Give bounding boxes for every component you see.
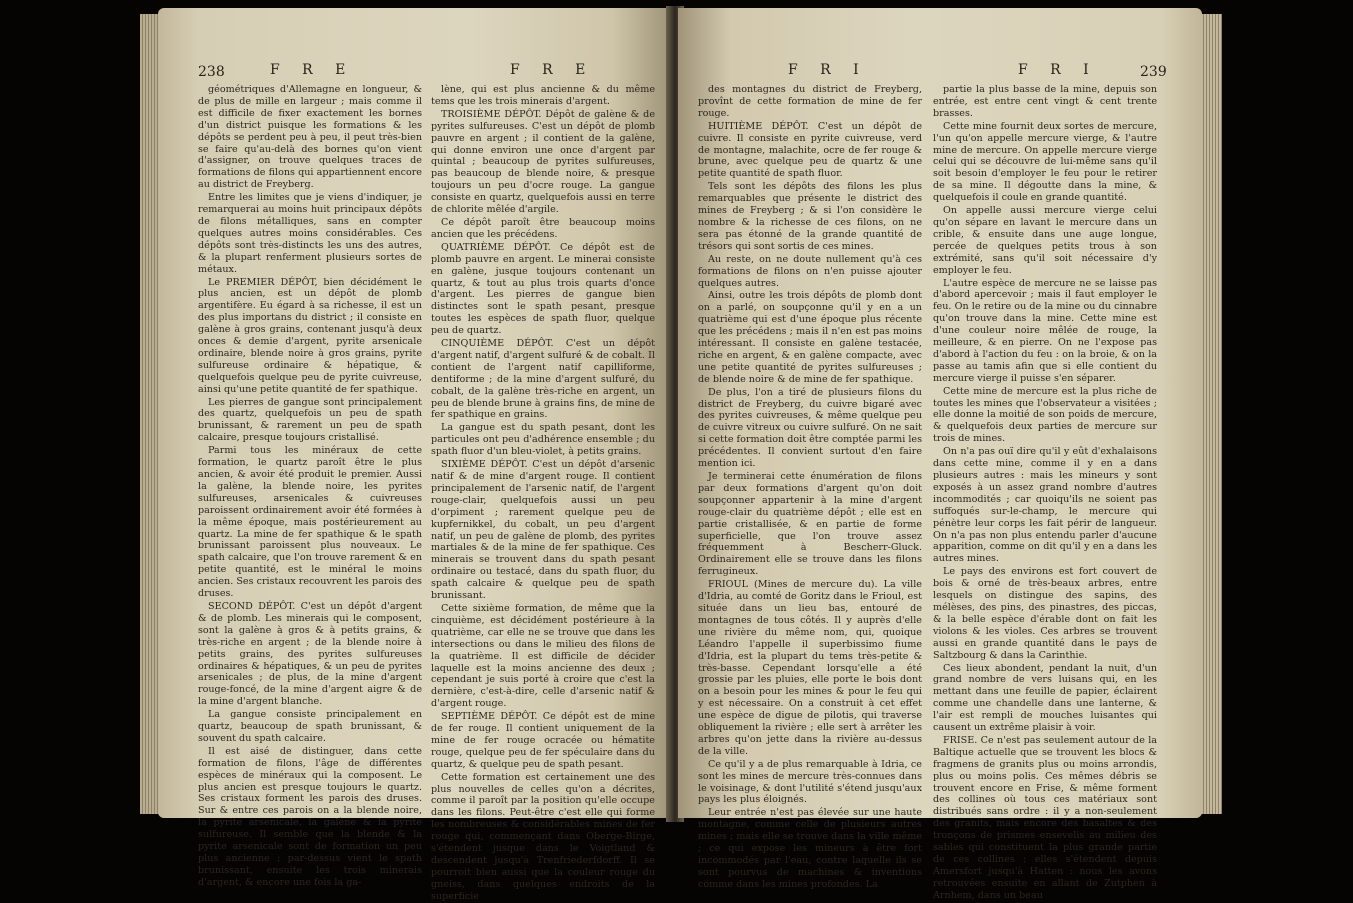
right-page-edges: [1200, 14, 1222, 814]
paragraph: SECOND DÉPÔT. C'est un dépôt d'argent & de plomb. Les minerais qui le composent, sont la galène à gros & à petits grains, & très-riche en argent ; de la blende noire à petits grains, des pyrites sulfureuses ordinaires & hépatiques, & un peu de pyrites arsenicales ; de plus, de la mine d'argent rouge-foncé, de la mine d'argent aigre & de la mine d'argent blanche.: [198, 600, 422, 708]
paragraph: Ce qu'il y a de plus remarquable à Idria, ce sont les mines de mercure très-connues dans le voisinage, & dont l'utilité s'étend jusqu'aux pays les plus éloignés.: [698, 758, 922, 806]
text-column: [431, 84, 655, 903]
paragraph: Parmi tous les minéraux de cette formation, le quartz paroît être le plus ancien, & avoir été produit le premier. Aussi la galène, la blende noire, les pyrites sulfureuses, arsenicales & cuivreuses paroissent ordinairement avoir été formées à la même époque, mais postérieurement au quartz. La mine de fer spathique & le spath brunissant paroissent plus nouveaux. Le spath calcaire, que l'on trouve rarement & en petite quantité, est le minéral le moins ancien. Ses cristaux recouvrent les parois des druses.: [198, 445, 422, 600]
paragraph: Entre les limites que je viens d'indiquer, je remarquerai au moins huit principaux dépôts de filons métalliques, sans en compter quelques autres moins considérables. Ces dépôts sont très-distincts les uns des autres, & la plupart renferment plusieurs sortes de métaux.: [198, 192, 422, 275]
paragraph: HUITIÈME DÉPÔT. C'est un dépôt de cuivre. Il consiste en pyrite cuivreuse, verd de montagne, malachite, ocre de fer rouge & brune, avec quelque peu de quartz & une petite quantité de spath fluor.: [698, 120, 922, 180]
running-head: F R E: [510, 62, 595, 78]
paragraph: Il est aisé de distinguer, dans cette formation de filons, l'âge de différentes espèces de minéraux qui la composent. Le plus ancien est presque toujours le quartz. Ses cristaux forment les parois des druses. Sur & entre ces parois on a la blende noire, la pyrite arsenicale, la galène & la pyrite sulfureuse. Il semble que la blende & la pyrite arsenicale sont de formation un peu plus ancienne ; par-dessus vient le spath brunissant, ensuite les trois minerais d'argent, & encore une fois la ga-: [198, 745, 422, 888]
left-page-edges: [140, 14, 160, 814]
running-head: F R I: [788, 62, 868, 78]
paragraph: Le pays des environs est fort couvert de bois & orné de très-beaux arbres, entre lesquels on distingue des sapins, des mélèses, des pins, des pinastres, des piccas, & la belle espèce d'érable dont on fait les violons & les violes. Ces arbres se trouvent aussi en grande quantité dans le pays de Saltzbourg & dans la Carinthie.: [933, 566, 1157, 661]
paragraph: partie la plus basse de la mine, depuis son entrée, est entre cent vingt & cent trente brasses.: [933, 84, 1157, 119]
paragraph: Cette mine fournit deux sortes de mercure, l'un qu'on appelle mercure vierge, & l'autre mine de mercure. On appelle mercure vierge celui qui se découvre de lui-même sans qu'il soit besoin d'employer le feu pour le retirer de sa mine. Il dégoutte dans la mine, & quelquefois il coule en grande quantité.: [933, 120, 1157, 204]
paragraph: FRISE. Ce n'est pas seulement autour de la Baltique actuelle que se trouvent les blocs & fragmens de granits plus ou moins arrondis, plus ou moins polis. Ces mêmes débris se trouvent encore en Frise, & même forment des collines où tous ces matériaux sont distribués sans ordre : il y a non-seulement des granits, mais encore des basaltes & des tronçons de prismes ensevelis au milieu des sables qui constituent la plus grande partie de ces collines ; elles s'étendent depuis Amersfort jusqu'à Hatten : nous les avons retrouvées ensuite en allant de Zutphen à Arnhem, dans un beau: [933, 734, 1157, 901]
paragraph: Au reste, on ne doute nullement qu'à ces formations de filons on n'en puisse ajouter quelques autres.: [698, 253, 922, 289]
right-page: [678, 8, 1202, 901]
running-head: F R I: [1018, 62, 1098, 78]
text-column: [698, 84, 922, 891]
paragraph: La gangue consiste principalement en quartz, beaucoup de spath brunissant, & souvent du spath calcaire.: [198, 709, 422, 744]
paragraph: Ces lieux abondent, pendant la nuit, d'un grand nombre de vers luisans qui, en les mettant dans une feuille de papier, éclairent comme une chandelle dans une lanterne, & l'air est rempli de mouches luisantes qui causent un extrême plaisir à voir.: [933, 662, 1157, 734]
paragraph: QUATRIÈME DÉPÔT. Ce dépôt est de plomb pauvre en argent. Le minerai consiste en galène, jusque toujours contenant un quartz, & tout au plus trois quarts d'once d'argent. Les pierres de gangue bien distinctes sont le spath pesant, presque toutes les espèces de spath fluor, quelque peu de quartz.: [431, 241, 655, 337]
paragraph: SEPTIÈME DÉPÔT. Ce dépôt est de mine de fer rouge. Il contient uniquement de la mine de fer rouge ocracée ou hématite rouge, quelque peu de fer spéculaire dans du quartz, & quelque peu de spath pesant.: [431, 711, 655, 770]
paragraph: géométriques d'Allemagne en longueur, & de plus de mille en largeur ; mais comme il est difficile de fixer exactement les bornes d'un district puisque les formations & les dépôts se perdent peu à peu, il peut très-bien se faire qu'au-delà des bornes qu'on vient d'assigner, on trouve quelques traces de formations de filons qui appartiennent encore au district de Freyberg.: [198, 84, 422, 191]
paragraph: Les pierres de gangue sont principalement des quartz, quelquefois un peu de spath brunissant, & rarement un peu de spath calcaire, presque toujours cristallisé.: [198, 396, 422, 444]
paragraph: Cette mine de mercure est la plus riche de toutes les mines que l'observateur a visitées ; elle donne la moitié de son poids de mercure, & quelquefois deux parties de mercure sur trois de mines.: [933, 385, 1157, 445]
paragraph: SIXIÈME DÉPÔT. C'est un dépôt d'arsenic natif & de mine d'argent rouge. Il contient principalement de l'arsenic natif, de l'argent rouge-clair, quelquefois aussi un peu d'orpiment ; rarement quelque peu de kupfernikkel, du cobalt, un peu d'argent natif, un peu de galène de plomb, des pyrites martiales & de la mine de fer spathique. Ces minerais se trouvent dans du spath pesant ordinaire ou testacé, dans du spath fluor, du spath calcaire & quelque peu de spath brunissant.: [431, 459, 655, 602]
paragraph: Cette formation est certainement une des plus nouvelles de celles qu'on a décrites, comme il paroît par la position qu'elle occupe dans les filons. Peut-être c'est elle qui forme les nombreuses & considérables mines de fer rouge qui, commençant dans Oberge-Birge, s'étendent jusque dans le Voigtland & descendent jusqu'à Trenfriederfdorff. Il se pourroit bien aussi que la couleur rouge du gneiss, dans quelques endroits de la superficie: [431, 771, 655, 902]
paragraph: Leur entrée n'est pas élevée sur une haute montagne, comme celle de plusieurs autres mines ; mais elle se trouve dans la ville même ; ce qui expose les mineurs à être fort incommodés par l'eau, contre laquelle ils se sont pourvus de machines & inventions comme dans les mines profondes. La: [698, 807, 922, 890]
paragraph: Je terminerai cette énumération de filons par deux formations d'argent qu'on doit soupçonner appartenir à la mine d'argent rouge-clair du quatrième dépôt ; elle est en partie cristallisée, & en partie de forme superficielle, que l'on trouve assez fréquemment à Bescherr-Gluck. Ordinairement elle se trouve dans les filons ferrugineux.: [698, 471, 922, 578]
paragraph: lène, qui est plus ancienne & du même tems que les trois minerais d'argent.: [431, 84, 655, 107]
paragraph: On n'a pas ouï dire qu'il y eût d'exhalaisons dans cette mine, comme il y en a dans plusieurs autres : mais les mineurs y sont exposés à un assez grand nombre d'autres incommodités ; car quoiqu'ils ne soient pas suffoqués sur-le-champ, le mercure qui pénètre leur corps les fait périr de langueur. On n'a pas non plus entendu parler d'aucune apparition, comme on dit qu'il y en a dans les autres mines.: [933, 446, 1157, 565]
paragraph: La gangue est du spath pesant, dont les particules ont peu d'adhérence ensemble ; du spath fluor d'un bleu-violet, à petits grains.: [431, 422, 655, 458]
text-column: [933, 84, 1157, 902]
page-number: 239: [1140, 64, 1167, 80]
paragraph: L'autre espèce de mercure ne se laisse pas d'abord apercevoir ; mais il faut employer le feu. On le retire ou de la mine ou du cinnabre qu'on trouve dans la mine. Cette mine est d'une couleur noire mêlée de rouge, la meilleure, & en pierre. On ne l'expose pas d'abord à l'action du feu : on la broie, & on la passe au tamis afin que si elle contient du mercure vierge il puisse s'en séparer.: [933, 277, 1157, 384]
paragraph: TROISIÈME DÉPÔT. Dépôt de galène & de pyrites sulfureuses. C'est un dépôt de plomb pauvre en argent ; il contient de la galène, qui donne environ une once d'argent par quintal ; beaucoup de pyrites sulfureuses, pas beaucoup de blende noire, & presque toujours un peu d'ocre rouge. La gangue consiste en quartz, quelquefois aussi en terre de chlorite mêlée d'argile.: [431, 108, 655, 216]
left-page: [158, 8, 674, 902]
paragraph: des montagnes du district de Freyberg, provînt de cette formation de mine de fer rouge.: [698, 84, 922, 119]
paragraph: Le PREMIER DÉPÔT, bien décidément le plus ancien, est un dépôt de plomb argentifère. Eu égard à sa richesse, il est un des plus importans du district ; il consiste en galène à gros grains, contenant jusqu'à deux onces & demie d'argent, pyrite arsenicale ordinaire, blende noire à gros grains, pyrite sulfureuse ordinaire & hépatique, & quelquefois quelque peu de pyrite cuivreuse, ainsi qu'une petite quantité de fer spathique.: [198, 276, 422, 395]
paragraph: FRIOUL (Mines de mercure du). La ville d'Idria, au comté de Goritz dans le Frioul, est située dans un lieu bas, entouré de montagnes de tous côtés. Il y auprès d'elle une rivière du même nom, qui, quoique Léandro l'appelle il superbissimo fiume d'Idria, est la plupart du tems très-petite & très-basse. Cependant lorsqu'elle a été grossie par les pluies, elle porte le bois dont on a besoin pour les mines & pour le feu qui y est nécessaire. On a construit à cet effet une espèce de digue de pilotis, qui traverse obliquement la rivière ; elle sert à arrêter les arbres qu'on jette dans la rivière au-dessus de la ville.: [698, 579, 922, 757]
paragraph: De plus, l'on a tiré de plusieurs filons du district de Freyberg, du cuivre bigaré avec des pyrites cuivreuses, & même quelque peu de cuivre vitreux ou cuivre sulfuré. On ne sait si cette formation doit être comptée parmi les précédentes. Il convient surtout d'en faire mention ici.: [698, 386, 922, 470]
paragraph: Ainsi, outre les trois dépôts de plomb dont on a parlé, on soupçonne qu'il y en a un quatrième qui est d'une époque plus récente que les précédens ; mais il n'en est pas moins intéressant. Il consiste en galène testacée, riche en argent, & en galène compacte, avec une petite quantité de pyrites sulfureuses ; de blende noire & de mine de fer spathique.: [698, 290, 922, 385]
paragraph: Ce dépôt paroît être beaucoup moins ancien que les précédens.: [431, 216, 655, 240]
page-number: 238: [198, 64, 225, 80]
paragraph: On appelle aussi mercure vierge celui qu'on sépare en lavant le mercure dans un crible, & ensuite dans une auge longue, percée de quelques petits trous à son extrémité, sans qu'il soit nécessaire d'y employer le feu.: [933, 205, 1157, 276]
text-column: [198, 84, 422, 889]
paragraph: Cette sixième formation, de même que la cinquième, est décidément postérieure à la quatrième, car elle ne se trouve que dans les intersections ou dans le milieu des filons de la quatrième. Il est difficile de décider laquelle est la moins ancienne des deux ; cependant je suis porté à croire que c'est la dernière, c'est-à-dire, celle d'arsenic natif & d'argent rouge.: [431, 602, 655, 710]
paragraph: Tels sont les dépôts des filons les plus remarquables que présente le district des mines de Freyberg ; & si l'on considère le nombre & la richesse de ces filons, on ne sera pas étonné de la grande quantité de trésors qui sont sortis de ces mines.: [698, 181, 922, 252]
running-head: F R E: [270, 62, 355, 78]
paragraph: CINQUIÈME DÉPÔT. C'est un dépôt d'argent natif, d'argent sulfuré & de cobalt. Il contient de l'argent natif capilliforme, dentiforme ; de la mine d'argent sulfuré, du cobalt, de la galène très-riche en argent, un peu de blende brune à grains fins, de mine de fer spathique en grains.: [431, 338, 655, 421]
